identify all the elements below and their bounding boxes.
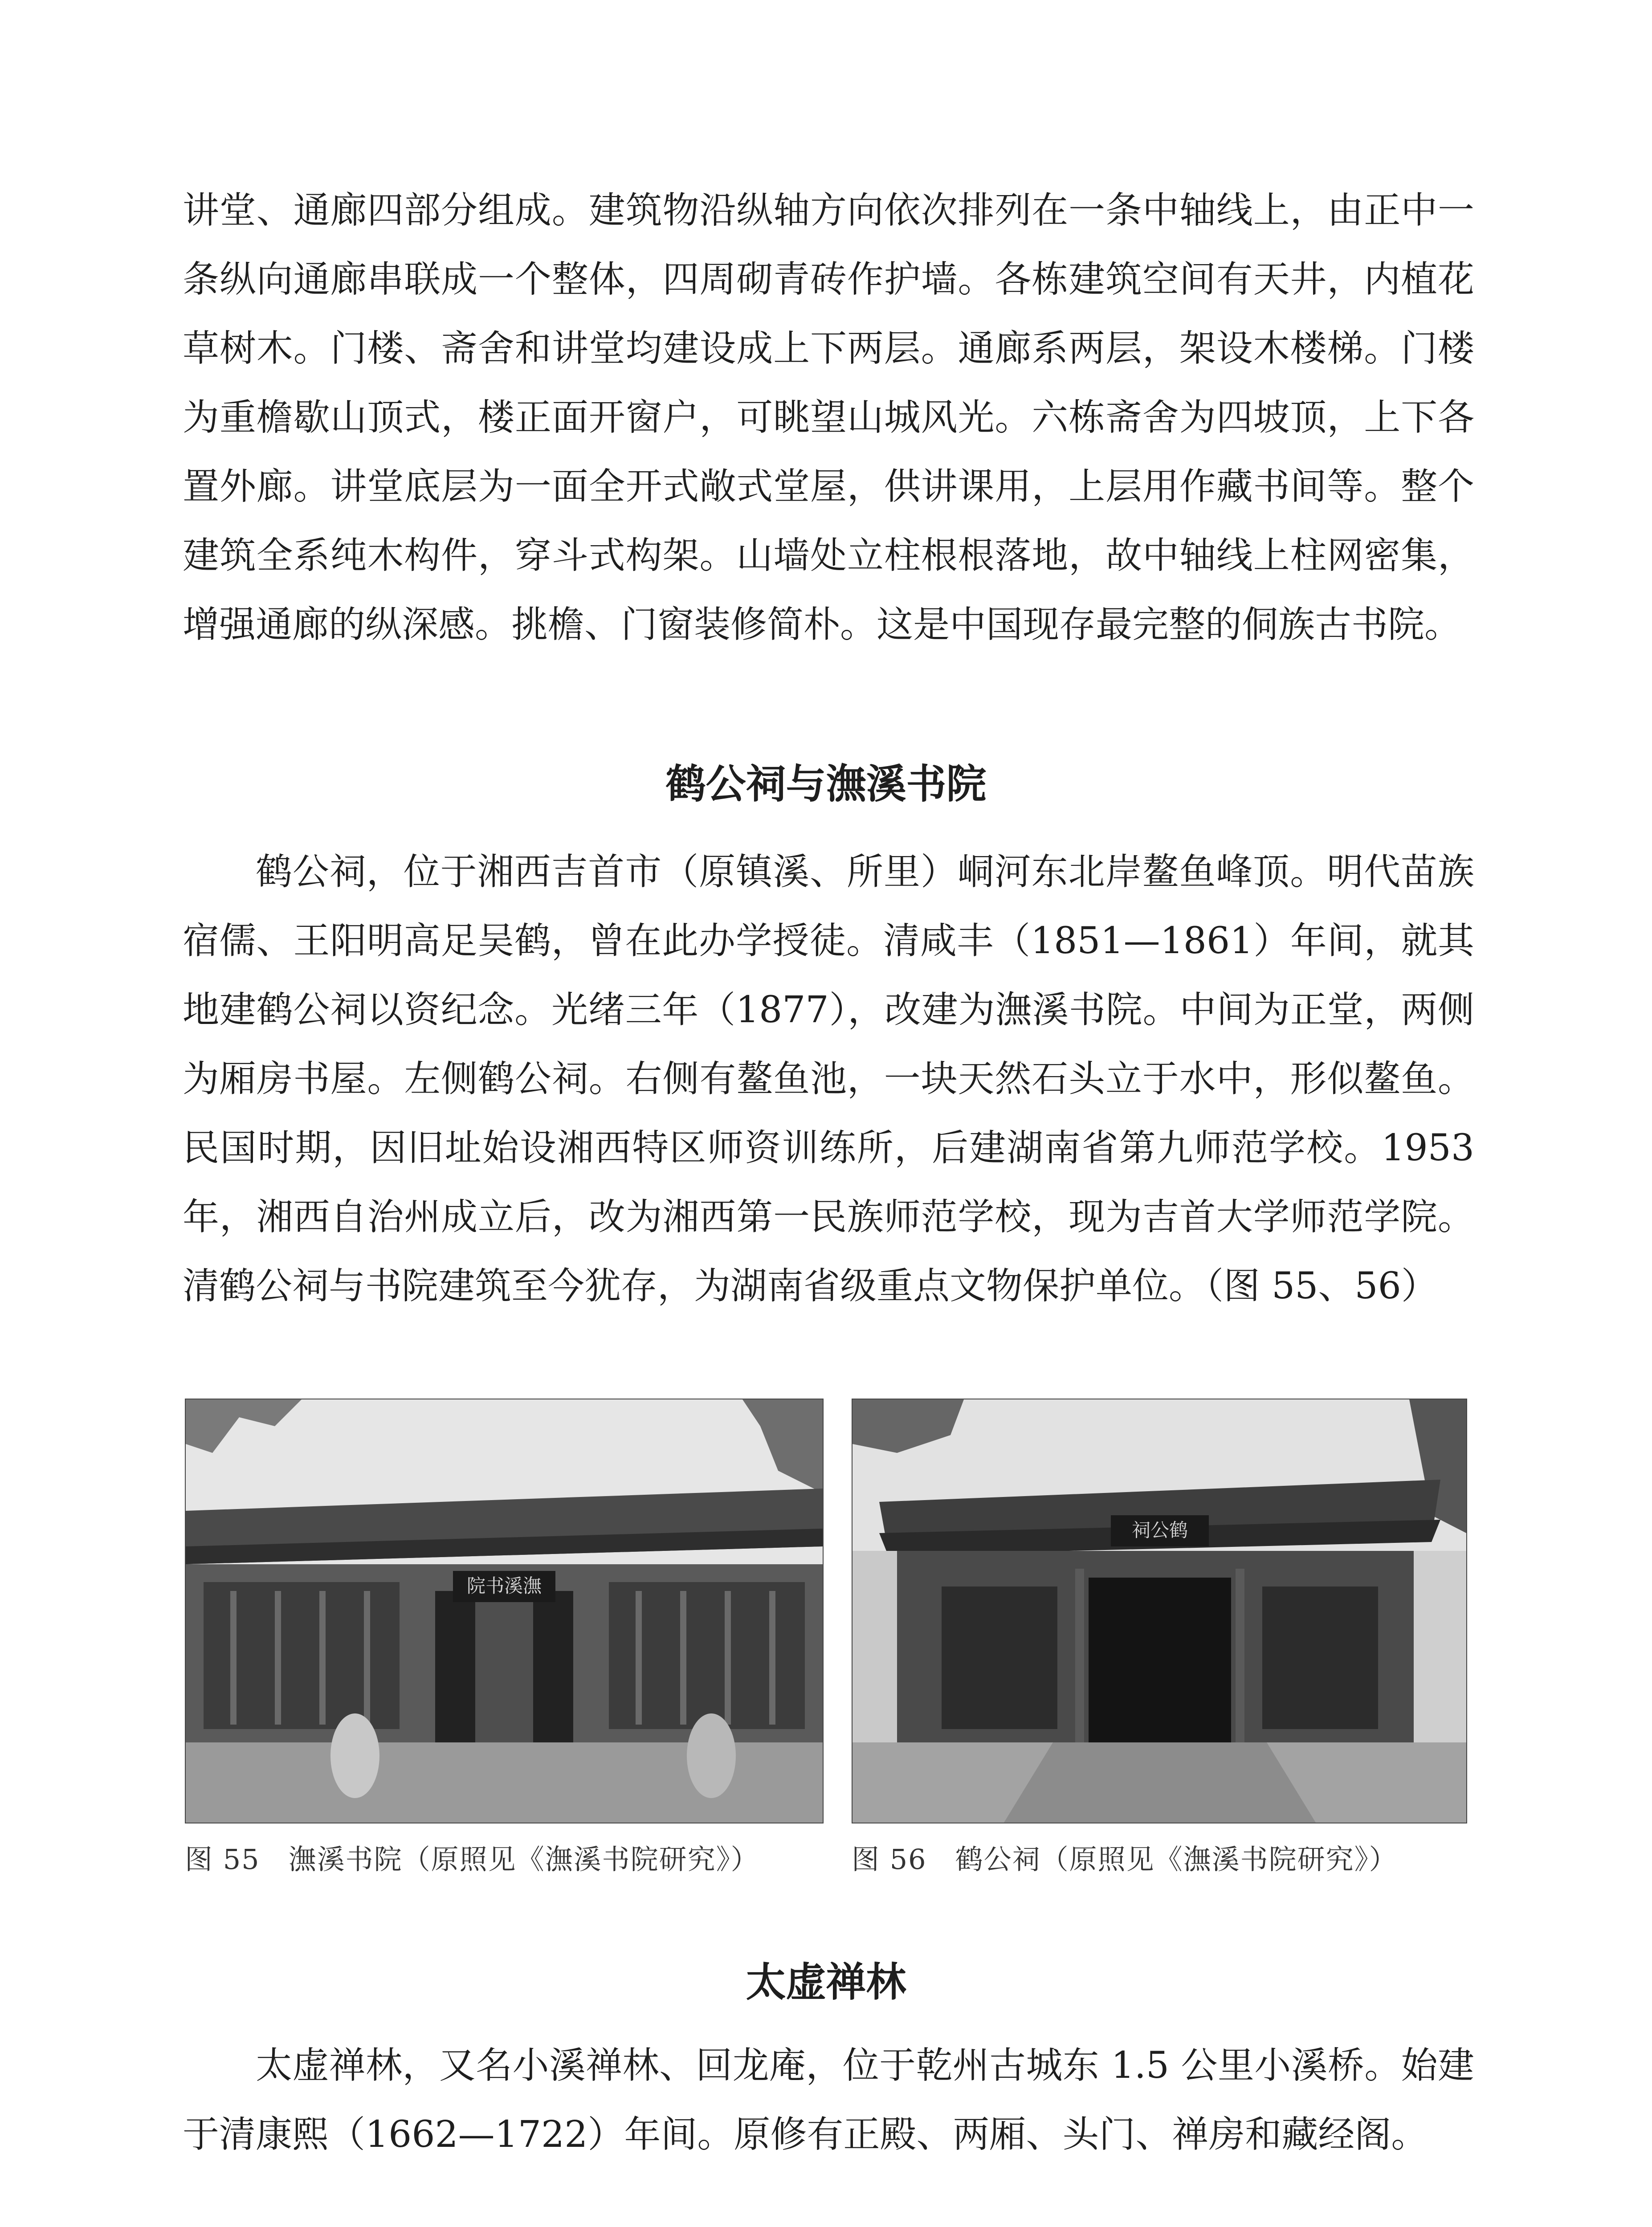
section-heading-taixu: 太虚禅林	[746, 1958, 906, 2006]
figure-55-photo	[185, 1399, 824, 1823]
paragraph-intro: 讲堂、通廊四部分组成。建筑物沿纵轴方向依次排列在一条中轴线上，由正中一条纵向通廊串联成一个整体，四周砌青砖作护墙。各栋建筑空间有天井，内植花草树木。门楼、斋舍和讲堂均建设成上下两层。通廊系两层，架设木楼梯。门楼为重檐歇山顶式，楼正面开窗户，可眺望山城风光。六栋斋舍为四坡顶，上下各置外廊。讲堂底层为一面全开式敞式堂屋，供讲课用，上层用作藏书间等。整个建筑全系纯木构件，穿斗式构架。山墙处立柱根根落地，故中轴线上柱网密集，增强通廊的纵深感。挑檐、门窗装修简朴。这是中国现存最完整的侗族古书院。	[183, 189, 1474, 646]
paragraph-hegongci: 鹤公祠，位于湘西吉首市（原镇溪、所里）峒河东北岸鳌鱼峰顶。明代苗族宿儒、王阳明高足吴鹤，曾在此办学授徒。清咸丰（1851—1861）年间，就其地建鹤公祠以资纪念。光绪三年（1877），改建为潕溪书院。中间为正堂，两侧为厢房书屋。左侧鹤公祠。右侧有鳌鱼池，一块天然石头立于水中，形似鳌鱼。民国时期，因旧址始设湘西特区师资训练所，后建湖南省第九师范学校。1953 年，湘西自治州成立后，改为湘西第一民族师范学校，现为吉首大学师范学院。清鹤公祠与书院建筑至今犹存，为湖南省级重点文物保护单位。（图 55、56）	[183, 851, 1474, 1307]
paragraph-taixu: 太虚禅林，又名小溪禅林、回龙庵，位于乾州古城东 1.5 公里小溪桥。始建于清康熙（1662—1722）年间。原修有正殿、两厢、头门、禅房和藏经阁。	[183, 2044, 1474, 2156]
figure-56-plaque: 祠公鹤	[1131, 1519, 1188, 1541]
figure-55-plaque: 院书溪潕	[466, 1575, 542, 1597]
section-heading-hegongci: 鹤公祠与潕溪书院	[665, 760, 987, 808]
figure-56-caption: 图 56 鹤公祠（原照见《潕溪书院研究》）	[852, 1843, 1398, 1876]
figure-56-photo	[852, 1399, 1467, 1823]
figure-55-caption: 图 55 潕溪书院（原照见《潕溪书院研究》）	[185, 1843, 759, 1876]
